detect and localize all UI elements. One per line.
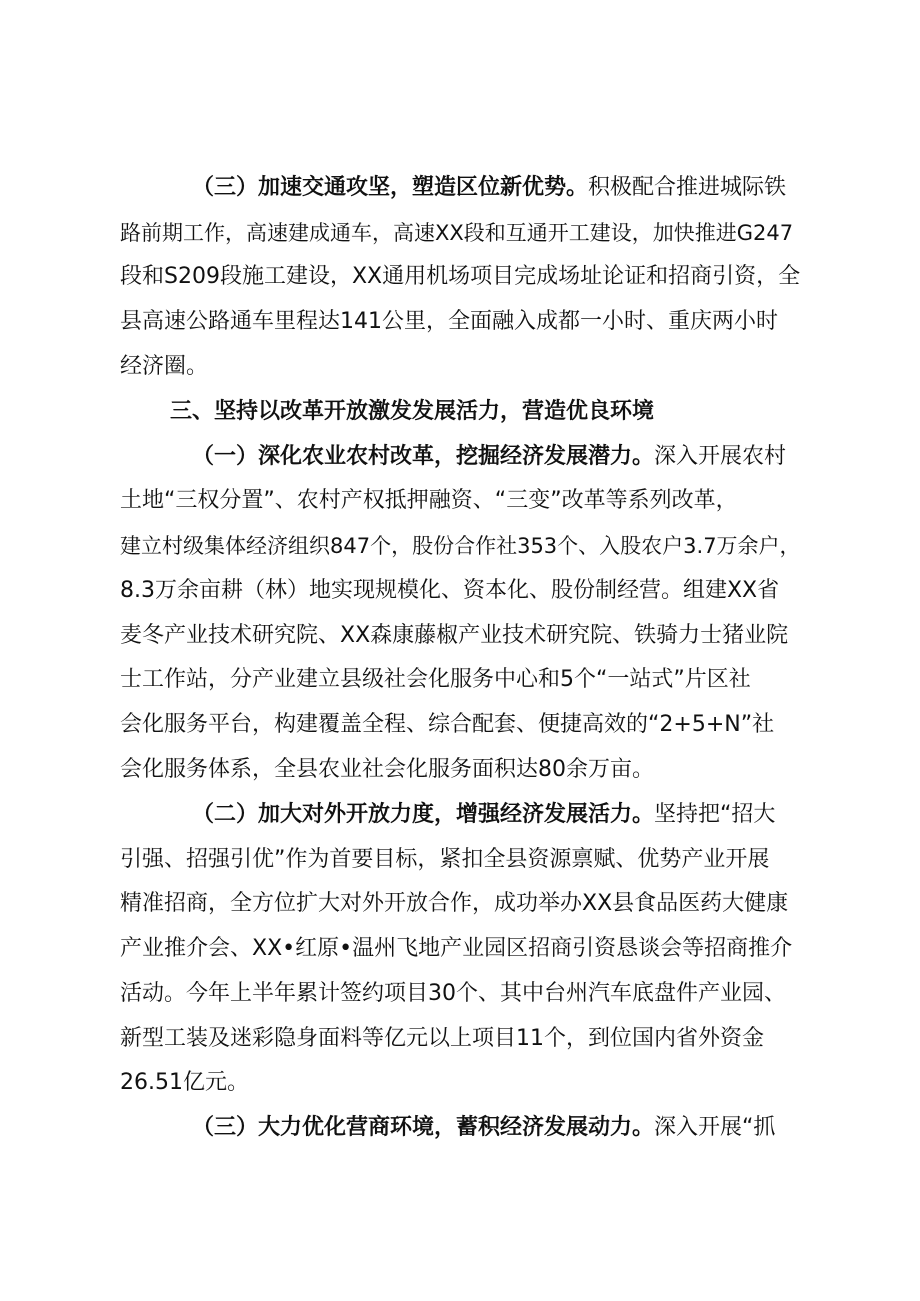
paragraph-line [120, 262, 800, 292]
paragraph-text: 坚持把“招大 [654, 802, 776, 827]
paragraph-heading: （三）加速交通攻坚，塑造区位新优势。 [192, 175, 589, 200]
section-heading: 三、坚持以改革开放激发发展活力，营造优良环境 [170, 399, 655, 424]
paragraph-line [120, 621, 788, 651]
paragraph-line [192, 1113, 775, 1143]
paragraph-heading: （二）加大对外开放力度，增强经济发展活力。 [192, 802, 655, 827]
paragraph-heading: （三）大力优化营商环境，蓄积经济发展动力。 [192, 1115, 655, 1140]
paragraph-text: 经济圈。 [120, 354, 209, 379]
paragraph-text: 活动。今年上半年累计签约项目30个、其中台州汽车底盘件产业园、 [120, 981, 786, 1006]
paragraph-line [120, 1068, 249, 1098]
paragraph-text: 麦冬产业技术研究院、XX森康藤椒产业技术研究院、铁骑力士猪业院 [120, 623, 789, 648]
paragraph-heading: （一）深化农业农村改革，挖掘经济发展潜力。 [192, 444, 655, 469]
paragraph-text: 8.3万余亩耕（林）地实现规模化、资本化、股份制经营。组建XX省 [120, 578, 780, 603]
paragraph-line [120, 531, 801, 561]
paragraph-text: 士工作站，分产业建立县级社会化服务中心和5个“一站式”片区社 [120, 667, 751, 692]
paragraph-text: 积极配合推进城际铁 [588, 175, 787, 200]
paragraph-line [120, 665, 751, 695]
paragraph-text: 会化服务平台，构建覆盖全程、综合配套、便捷高效的“2+5+N”社 [120, 712, 775, 737]
paragraph-text: 精准招商，全方位扩大对外开放合作，成功举办XX县食品医药大健康 [120, 891, 789, 916]
paragraph-text: 引强、招强引优”作为首要目标，紧扣全县资源禀赋、优势产业开展 [120, 847, 770, 872]
paragraph-text: 土地“三权分置”、农村产权抵押融资、“三变”改革等系列改革， [120, 488, 738, 513]
paragraph-text: 产业推介会、XX•红原•温州飞地产业园区招商引资恳谈会等招商推介 [120, 936, 793, 961]
paragraph-text: 深入开展“抓 [654, 1115, 776, 1140]
paragraph-text: 26.51亿元。 [120, 1070, 249, 1095]
paragraph-line [120, 755, 654, 785]
paragraph-line [120, 934, 792, 964]
paragraph-line [192, 800, 775, 830]
paragraph-line [120, 845, 769, 875]
paragraph-line [120, 710, 774, 740]
paragraph-line [120, 352, 208, 382]
paragraph-line [192, 442, 786, 472]
paragraph-text: 建立村级集体经济组织847个，股份合作社353个、入股农户3.7万余户， [120, 534, 801, 558]
paragraph-text: 新型工装及迷彩隐身面料等亿元以上项目11个，到位国内省外资金 [120, 1026, 764, 1051]
paragraph-text: 深入开展农村 [654, 444, 787, 469]
paragraph-line [120, 1024, 764, 1054]
paragraph-line [120, 889, 788, 919]
paragraph-text: 会化服务体系，全县农业社会化服务面积达80余万亩。 [120, 757, 654, 782]
paragraph-line [120, 218, 793, 248]
paragraph-line [120, 576, 779, 606]
paragraph-line [120, 307, 778, 337]
paragraph-text: 县高速公路通车里程达141公里，全面融入成都一小时、重庆两小时 [120, 309, 778, 334]
paragraph-line [192, 173, 786, 203]
paragraph-text: 路前期工作，高速建成通车，高速XX段和互通开工建设，加快推进G247 [120, 221, 794, 245]
paragraph-line [120, 486, 738, 516]
paragraph-line [120, 979, 786, 1009]
section-heading-line [170, 397, 654, 427]
paragraph-text: 段和S209段施工建设，XX通用机场项目完成场址论证和招商引资，全 [120, 264, 801, 289]
